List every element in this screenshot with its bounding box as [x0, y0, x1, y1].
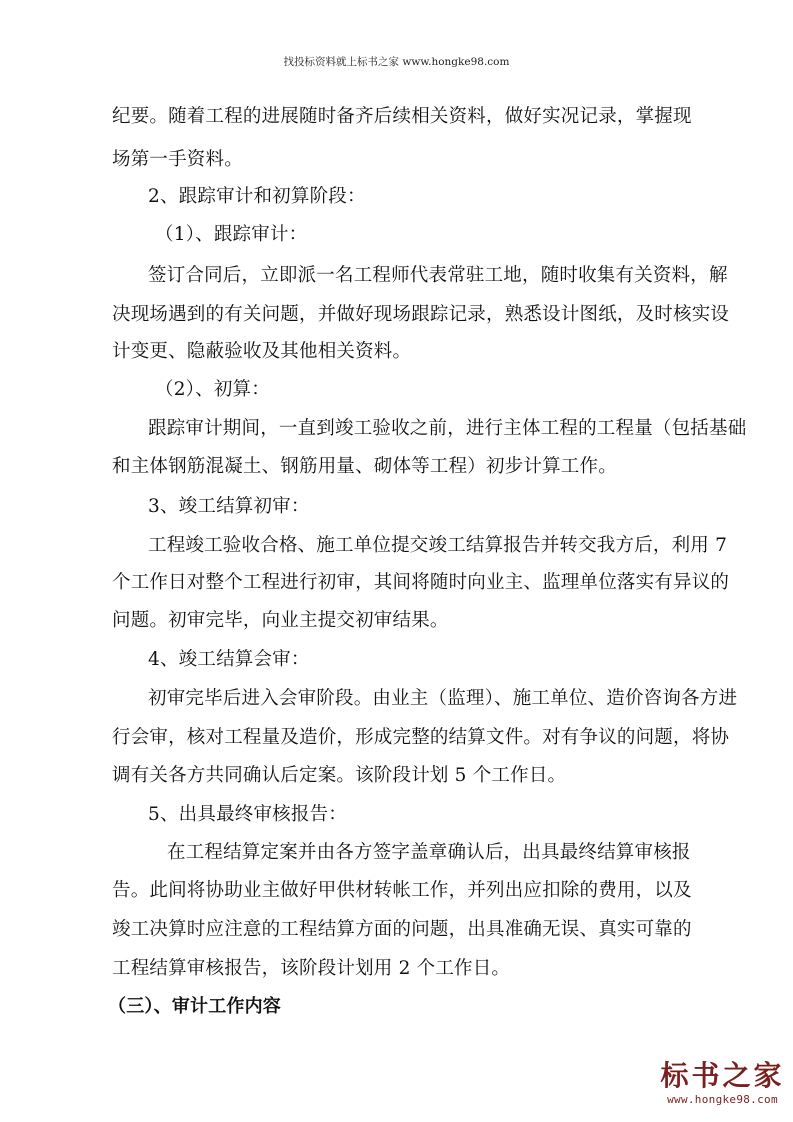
watermark-logo [660, 1060, 785, 1116]
section-heading: 4、竣工结算会审： [148, 649, 310, 670]
chapter-heading: （三）、审计工作内容 [108, 996, 281, 1017]
subsection-heading: （2）、初算： [155, 379, 270, 400]
logo-url: www.hongke98.com [667, 1093, 778, 1106]
text-line: 签订合同后，立即派一名工程师代表常驻工地，随时收集有关资料，解 [148, 265, 728, 286]
logo-title: 标书之家 [660, 1059, 785, 1092]
text-line: 初审完毕后进入会审阶段。由业主（监理）、施工单位、造价咨询各方进 [148, 688, 738, 709]
text-line: 个工作日对整个工程进行初审，其间将随时向业主、监理单位落实有异议的 [112, 572, 730, 593]
section-heading: 5、出具最终审核报告： [148, 804, 347, 825]
text-line: 行会审，核对工程量及造价，形成完整的结算文件。对有争议的问题，将协 [112, 727, 730, 748]
subsection-heading: （1）、跟踪审计： [155, 224, 308, 245]
text-line: 和主体钢筋混凝土、钢筋用量、砌体等工程）初步计算工作。 [112, 456, 617, 477]
text-line: 决现场遇到的有关问题，并做好现场跟踪记录，熟悉设计图纸，及时核实设 [112, 304, 730, 325]
text-line: 在工程结算定案并由各方签字盖章确认后，出具最终结算审核报 [167, 842, 691, 863]
text-line: 纪要。随着工程的进展随时备齐后续相关资料，做好实况记录，掌握现 [112, 106, 692, 127]
section-heading: 2、跟踪审计和初算阶段： [148, 186, 366, 207]
text-line: 调有关各方共同确认后定案。该阶段计划 5 个工作日。 [112, 765, 567, 786]
text-line: 竣工决算时应注意的工程结算方面的问题，出具准确无误、真实可靠的 [112, 919, 692, 940]
section-heading: 3、竣工结算初审： [148, 496, 310, 517]
page-header: 找投标资料就上标书之家 www.hongke98.com [283, 56, 510, 68]
text-line: 跟踪审计期间，一直到竣工验收之前，进行主体工程的工程量（包括基础 [148, 418, 747, 439]
text-line: 问题。初审完毕，向业主提交初审结果。 [112, 610, 449, 631]
text-line: 工程竣工验收合格、施工单位提交竣工结算报告并转交我方后，利用 7 [148, 535, 728, 556]
text-line: 场第一手资料。 [112, 149, 243, 170]
text-line: 工程结算审核报告，该阶段计划用 2 个工作日。 [112, 958, 511, 979]
text-line: 告。此间将协助业主做好甲供材转帐工作，并列出应扣除的费用，以及 [112, 880, 692, 901]
text-line: 计变更、隐蔽验收及其他相关资料。 [112, 341, 412, 362]
